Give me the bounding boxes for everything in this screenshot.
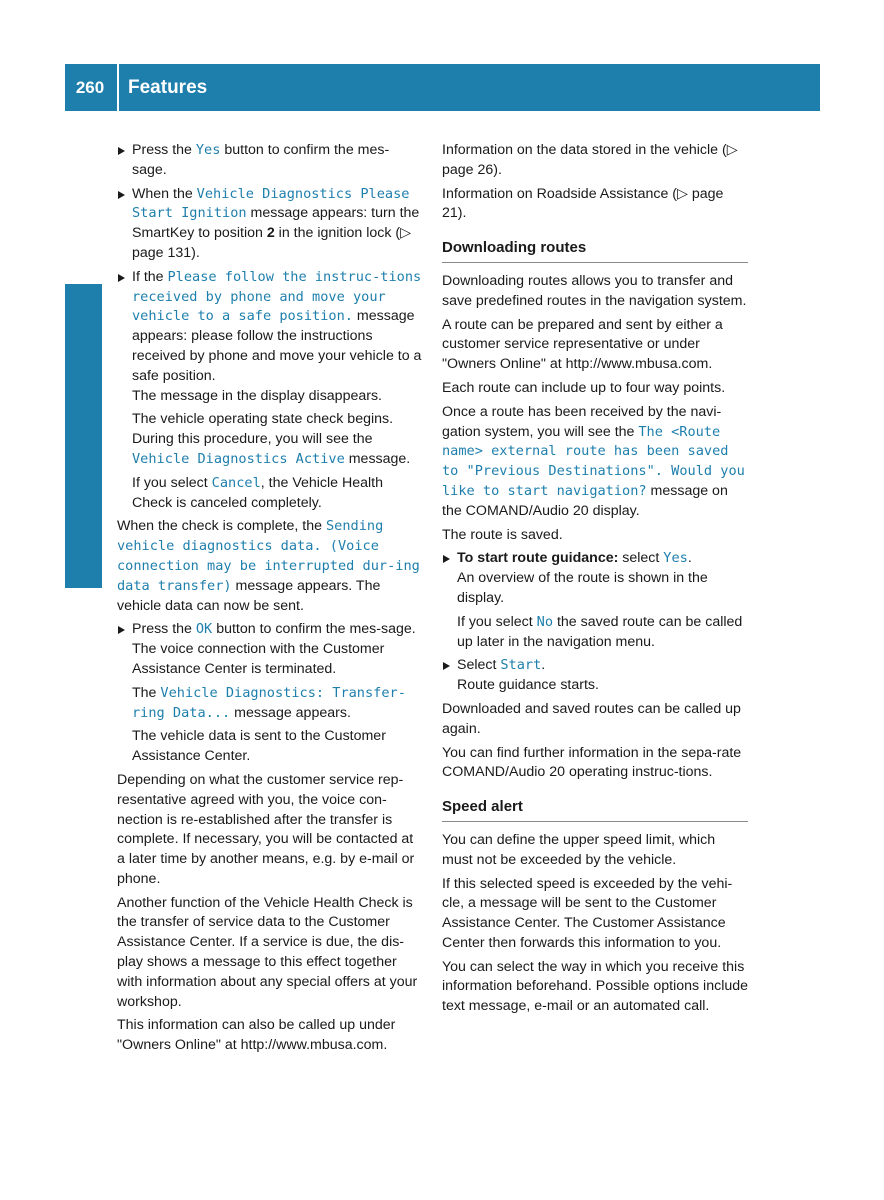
display-code: Vehicle Diagnostics: Transfer-ring Data... xyxy=(132,684,406,721)
paragraph: When the check is complete, the Sending vehicle diagnostics data. (Voice connection may be interrupted dur-ing data transfer) message appears. The vehicle data can now be sent. xyxy=(117,518,420,614)
side-tab-label: Stowage and features xyxy=(73,348,94,545)
paragraph: You can find further information in the sepa-rate COMAND/Audio 20 operating instruc-tions. xyxy=(442,744,742,781)
step-arrow-icon xyxy=(118,274,125,282)
step-start-guidance: To start route guidance: select Yes. xyxy=(442,549,748,569)
paragraph: Once a route has been received by the navi-gation system, you will see the The <Route name> external route has been saved to "Previous Destinations". Would you like to start navigation? message on the COMAND/Audio 20 display. xyxy=(442,403,745,519)
step-result: Route guidance starts. xyxy=(457,677,599,694)
step-result: An overview of the route is shown in the display. xyxy=(457,570,708,606)
step-confirm-ok: Press the OK button to confirm the mes-sage. xyxy=(117,620,423,640)
step-select-start: Select Start. xyxy=(442,656,748,676)
step-result: If you select Cancel, the Vehicle Health Check is canceled completely. xyxy=(132,474,384,511)
paragraph: If this selected speed is exceeded by the vehi-cle, a message will be sent to the Customer Assistance Center. The Customer Assistance Center then forwards this information to you. xyxy=(442,875,733,951)
step-result: If you select No the saved route can be called up later in the navigation menu. xyxy=(457,613,743,650)
display-code: Vehicle Diagnostics Active xyxy=(132,450,345,467)
page-number: 260 xyxy=(75,77,105,97)
paragraph: Depending on what the customer service rep-resentative agreed with you, the voice con-nection is re-established after the transfer is complete. If necessary, you will be contacted at a later time by another means, e.g. by e-mail or phone. xyxy=(117,771,415,887)
header-divider xyxy=(117,64,119,111)
section-heading: Downloading routes xyxy=(442,238,748,263)
display-code: OK xyxy=(195,621,213,638)
section-heading: Speed alert xyxy=(442,797,748,822)
display-code: Start xyxy=(500,657,542,674)
step-result: The vehicle data is sent to the Customer Assistance Center. xyxy=(132,728,386,765)
step-result: The vehicle operating state check begins. During this procedure, you will see the Vehicle Diagnostics Active message. xyxy=(132,411,411,467)
right-column xyxy=(442,141,748,1021)
display-code: Cancel xyxy=(211,474,261,491)
step-arrow-icon xyxy=(118,147,125,155)
section-title: Features xyxy=(128,76,208,98)
step-result: The Vehicle Diagnostics: Transfer-ring Data... message appears. xyxy=(132,684,406,721)
display-code: Yes xyxy=(663,550,688,567)
paragraph: Downloaded and saved routes can be called up again. xyxy=(442,700,741,737)
step-arrow-icon xyxy=(443,662,450,670)
step-start-ignition: When the Vehicle Diagnostics Please Start Ignition message appears: turn the SmartKey to position 2 in the ignition lock (▷ page 131). xyxy=(117,185,423,264)
step-result: The voice connection with the Customer Assistance Center is terminated. xyxy=(132,641,385,677)
display-code: Sending vehicle diagnostics data. (Voice connection may be interrupted dur-ing data transfer) xyxy=(117,518,420,594)
paragraph: A route can be prepared and sent by either a customer service representative or under "Owners Online" at http://www.mbusa.com. xyxy=(442,316,723,373)
display-code: Yes xyxy=(195,142,221,158)
display-code: Vehicle Diagnostics Please Start Ignition xyxy=(132,185,410,222)
paragraph: Information on Roadside Assistance (▷ page 21). xyxy=(442,185,724,222)
step-confirm-yes: Press the Yes button to confirm the mes-sage. xyxy=(117,141,423,181)
display-code: Please follow the instruc-tions received by phone and move your vehicle to a safe position. xyxy=(132,268,422,325)
paragraph: You can select the way in which you receive this information beforehand. Possible options include text message, e-mail or an automated call. xyxy=(442,958,749,1015)
paragraph: Downloading routes allows you to transfer and save predefined routes in the navigation system. xyxy=(442,272,747,309)
left-column xyxy=(117,141,423,1060)
step-follow-instructions: If the Please follow the instruc-tions received by phone and move your vehicle to a safe position. message appears: please follow the instructions received by phone and move your vehicle to a safe position. xyxy=(117,268,423,387)
paragraph: The route is saved. xyxy=(442,526,563,543)
step-arrow-icon xyxy=(443,555,450,563)
paragraph: Another function of the Vehicle Health Check is the transfer of service data to the Customer Assistance Center. If a service is due, the dis-play shows a message to this effect together with information about any special offers at your workshop. xyxy=(117,894,418,1010)
step-arrow-icon xyxy=(118,191,125,199)
paragraph: You can define the upper speed limit, which must not be exceeded by the vehicle. xyxy=(442,831,716,868)
display-code: No xyxy=(536,613,554,630)
step-arrow-icon xyxy=(118,626,125,634)
paragraph: Each route can include up to four way points. xyxy=(442,379,726,396)
display-code: The <Route name> external route has been saved to "Previous Destinations". Would you like to start navigation? xyxy=(442,423,745,499)
paragraph: Information on the data stored in the vehicle (▷ page 26). xyxy=(442,142,738,178)
paragraph: This information can also be called up under "Owners Online" at http://www.mbusa.com. xyxy=(117,1017,396,1054)
step-result: The message in the display disappears. xyxy=(132,387,382,404)
